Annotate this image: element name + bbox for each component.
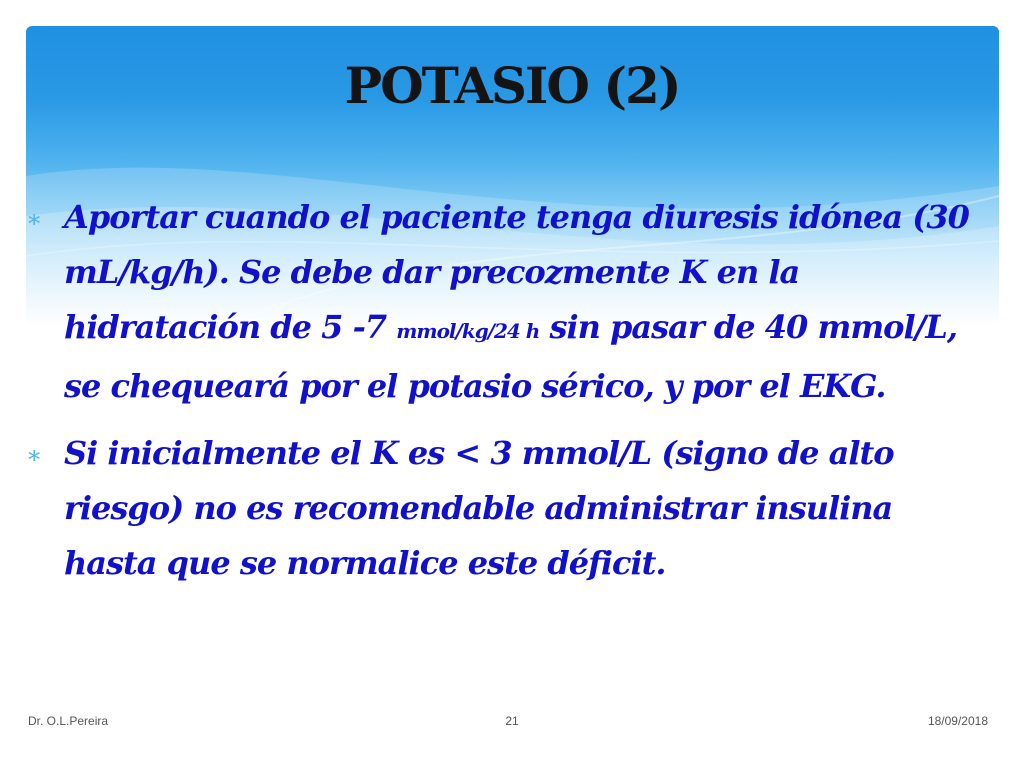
bullet-text: Aportar cuando el paciente tenga diuresis idónea (30 mL/kg/h). Se debe dar precozmente K en la hidratación de 5 -7 bbox=[64, 198, 969, 346]
bullet-list bbox=[24, 190, 984, 603]
footer-page-number: 21 bbox=[505, 714, 519, 728]
bullet-text: sin pasar de 40 mmol/L, se chequeará por el potasio sérico, y por el EKG. bbox=[64, 308, 957, 405]
footer-date: 18/09/2018 bbox=[927, 714, 988, 728]
bullet-item bbox=[24, 190, 984, 414]
bullet-text-small: mmol/kg/24 h bbox=[396, 319, 540, 343]
asterisk-bullet-icon: ∗ bbox=[26, 441, 42, 469]
asterisk-bullet-icon: ∗ bbox=[26, 205, 42, 233]
bullet-item bbox=[24, 426, 984, 591]
slide-title: POTASIO (2) bbox=[344, 56, 680, 115]
bullet-text: Si inicialmente el K es < 3 mmol/L (signo de alto riesgo) no es recomendable administrar insulina hasta que se normalice este déficit. bbox=[64, 434, 894, 582]
footer-author: Dr. O.L.Pereira bbox=[28, 714, 109, 728]
